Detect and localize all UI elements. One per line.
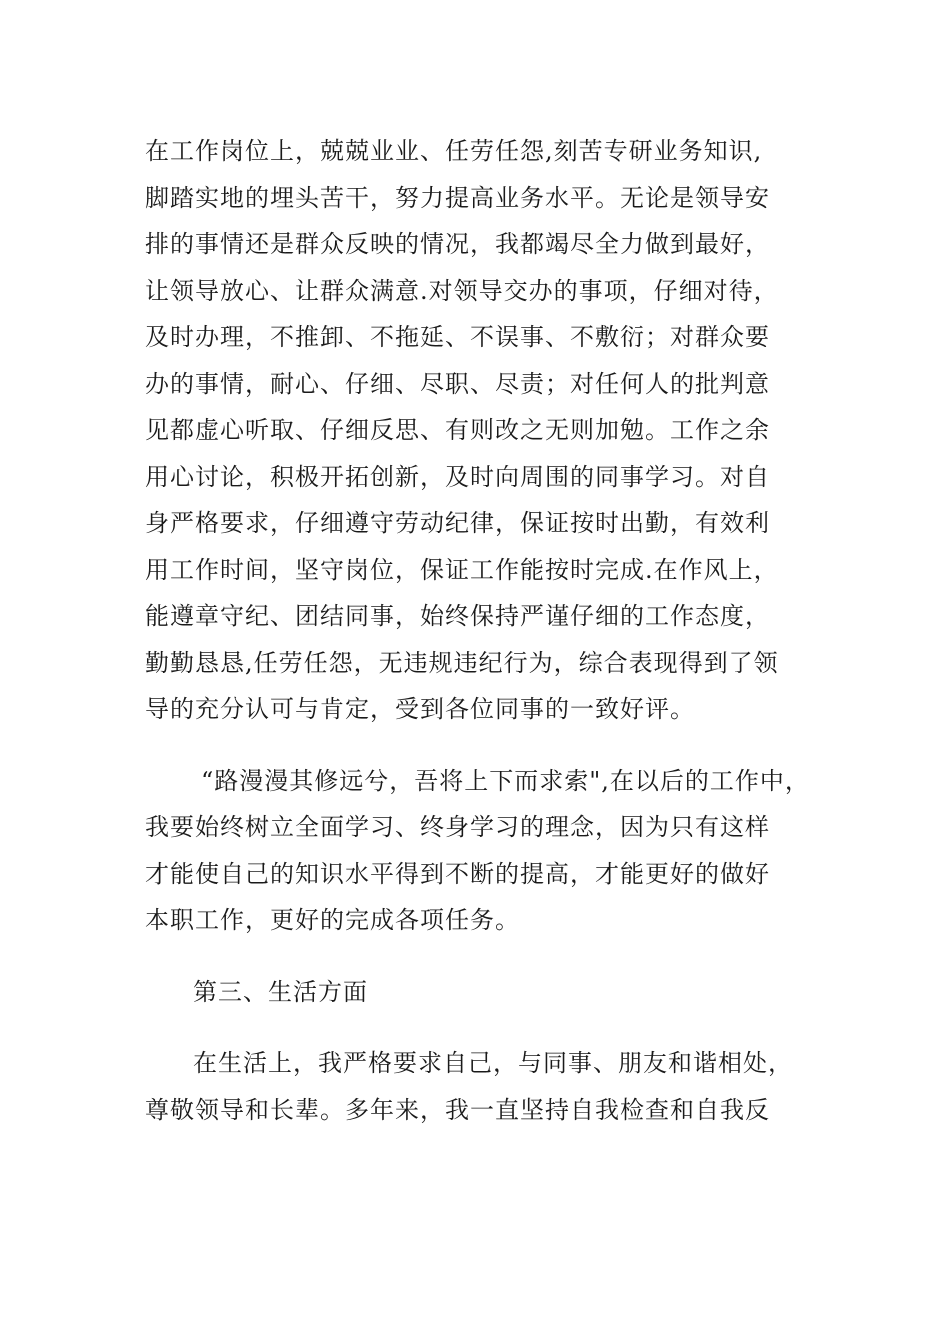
text-line: 办的事情，耐心、仔细、尽职、尽责；对任何人的批判意 (145, 369, 770, 398)
text-line: 尊敬领导和长辈。多年来，我一直坚持自我检查和自我反 (145, 1095, 770, 1124)
paragraph-work-attitude (145, 128, 825, 733)
paragraph-gap (145, 733, 825, 758)
text-line: 见都虚心听取、仔细反思、有则改之无则加勉。工作之余 (145, 416, 770, 444)
text-line: 身严格要求，仔细遵守劳动纪律，保证按时出勤，有效利 (145, 509, 770, 537)
text-line: 脚踏实地的埋头苦干，努力提高业务水平。无论是领导安 (145, 183, 770, 212)
text-line: “路漫漫其修远兮，吾将上下而求索",在以后的工作中， (201, 766, 810, 795)
text-line: 用工作时间，坚守岗位，保证工作能按时完成.在作风上， (145, 555, 779, 584)
paragraph-gap (145, 1015, 825, 1040)
text-line: 用心讨论，积极开拓创新，及时向周围的同事学习。对自 (145, 462, 770, 491)
text-line: 排的事情还是群众反映的情况，我都竭尽全力做到最好， (145, 230, 770, 258)
text-line: 勤勤恳恳,任劳任怨，无违规违纪行为，综合表现得到了领 (145, 648, 779, 677)
text-line: 及时办理，不推卸、不拖延、不误事、不敷衍；对群众要 (145, 323, 770, 351)
text-line: 能遵章守纪、团结同事，始终保持严谨仔细的工作态度， (145, 602, 770, 630)
text-line: 导的充分认可与肯定，受到各位同事的一致好评。 (145, 695, 695, 723)
text-line: 本职工作，更好的完成各项任务。 (145, 906, 520, 934)
section-heading: 第三、生活方面 (193, 977, 368, 1006)
text-line: 让领导放心、让群众满意.对领导交办的事项，仔细对待， (145, 276, 779, 305)
text-line: 在工作岗位上，兢兢业业、任劳任怨,刻苦专研业务知识, (145, 137, 763, 165)
document-body (145, 128, 825, 1133)
paragraph-future-plan (145, 758, 825, 944)
text-line: 我要始终树立全面学习、终身学习的理念，因为只有这样 (145, 813, 770, 841)
text-line: 才能使自己的知识水平得到不断的提高，才能更好的做好 (145, 859, 770, 888)
text-line: 在生活上，我严格要求自己，与同事、朋友和谐相处， (193, 1049, 793, 1077)
paragraph-gap (145, 944, 825, 969)
paragraph-life (145, 1040, 825, 1133)
